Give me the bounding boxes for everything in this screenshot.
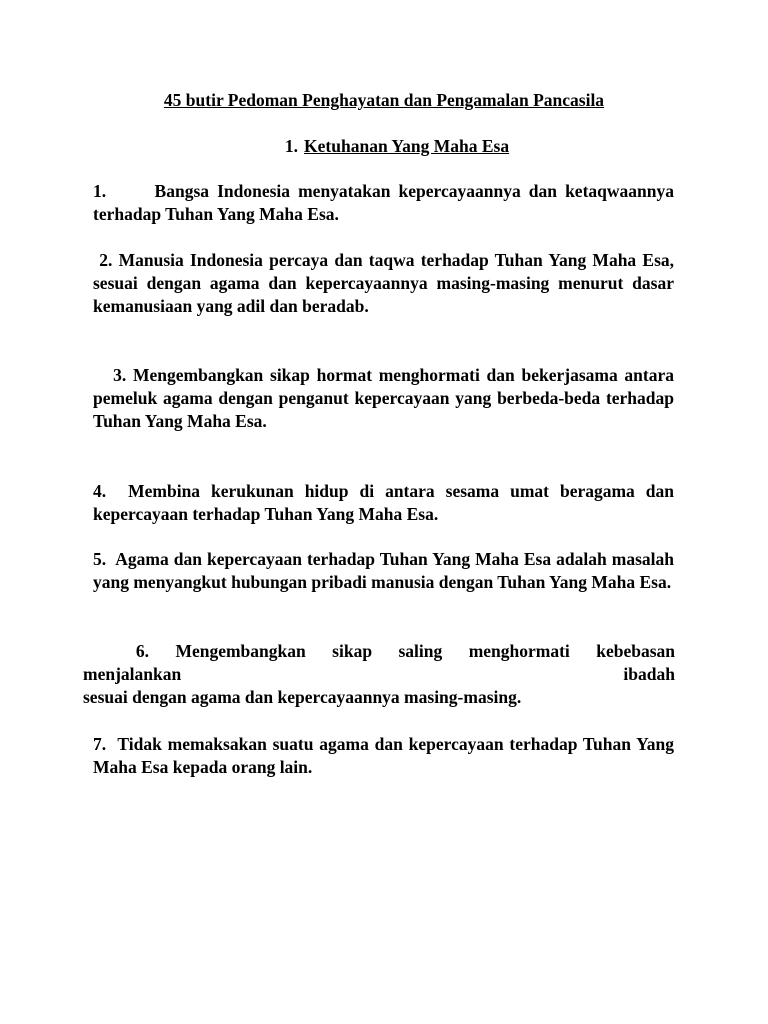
list-item <box>83 640 675 709</box>
item-number: 6. <box>83 641 149 661</box>
item-number: 1. <box>93 181 107 201</box>
section-number: 1. <box>284 136 299 156</box>
item-text: Bangsa Indonesia menyatakan kepercayaannya dan ketaqwaannya terhadap Tuhan Yang Maha Esa. <box>93 181 674 224</box>
section-title: Ketuhanan Yang Maha Esa <box>304 136 510 156</box>
list-item <box>93 249 674 318</box>
item-line: menjalankan ibadah <box>83 664 675 684</box>
list-item <box>93 364 674 433</box>
item-text: Agama dan kepercayaan terhadap Tuhan Yang Maha Esa adalah masalah yang menyangkut hubungan pribadi manusia dengan Tuhan Yang Maha Esa. <box>93 549 674 592</box>
section-heading <box>0 135 768 157</box>
list-item <box>93 180 674 226</box>
item-number: 5. <box>93 549 107 569</box>
item-line: sesuai dengan agama dan kepercayaannya masing-masing. <box>83 687 522 707</box>
item-number: 4. <box>93 481 107 501</box>
item-number: 3. <box>93 365 127 385</box>
item-number: 2. <box>93 250 113 270</box>
item-text: Membina kerukunan hidup di antara sesama umat beragama dan kepercayaan terhadap Tuhan Yang Maha Esa. <box>93 481 675 524</box>
item-text: Mengembangkan sikap hormat menghormati dan bekerjasama antara pemeluk agama dengan penganut kepercayaan yang berbeda-beda terhadap Tuhan Yang Maha Esa. <box>93 365 675 431</box>
list-item <box>93 548 674 594</box>
list-item <box>93 733 674 779</box>
item-line <box>83 640 675 663</box>
item-number: 7. <box>93 734 107 754</box>
list-item <box>93 480 674 526</box>
item-text: Manusia Indonesia percaya dan taqwa terhadap Tuhan Yang Maha Esa, sesuai dengan agama dan kepercayaannya masing-masing menurut dasar kemanusiaan yang adil dan beradab. <box>93 250 675 316</box>
document-title: 45 butir Pedoman Penghayatan dan Pengamalan Pancasila <box>163 90 605 110</box>
item-text: Tidak memaksakan suatu agama dan kepercayaan terhadap Tuhan Yang Maha Esa kepada orang lain. <box>93 734 674 777</box>
item-text: Mengembangkan sikap saling menghormati kebebasan <box>175 641 675 661</box>
